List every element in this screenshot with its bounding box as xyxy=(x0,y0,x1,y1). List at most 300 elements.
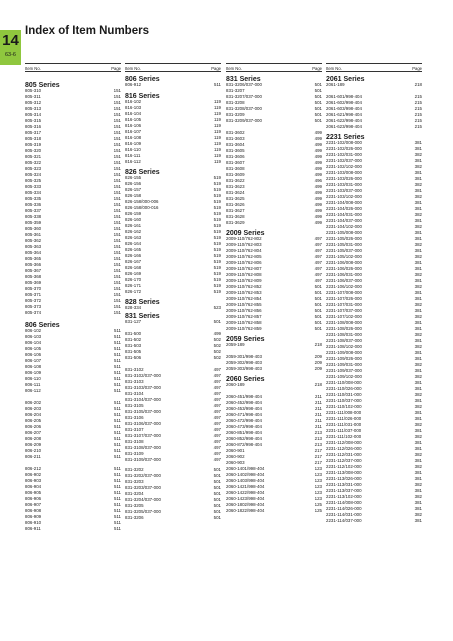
item-number: 831-3609 xyxy=(226,172,245,177)
item-number: 805-367 xyxy=(25,268,42,273)
page-number: 519 xyxy=(213,175,221,180)
item-number: 805-338 xyxy=(25,214,42,219)
chapter-page-ref: 63-6 xyxy=(4,52,16,58)
page-number: 381 xyxy=(414,320,422,325)
item-number: 826-168 xyxy=(125,265,142,270)
page-number: 151 xyxy=(113,88,121,93)
item-number: 826-166 xyxy=(125,253,142,258)
page-number: 497 xyxy=(213,379,221,384)
page-number: 497 xyxy=(213,421,221,426)
page-number: 151 xyxy=(113,190,121,195)
item-number: 805-333 xyxy=(25,184,42,189)
item-number: 805-360 xyxy=(25,226,42,231)
item-number: 2231-108/102-000 xyxy=(326,344,362,349)
page-number: 502 xyxy=(213,349,221,354)
page-number: 381 xyxy=(414,446,422,451)
item-number: 831-500 xyxy=(125,331,142,336)
page-number: 497 xyxy=(314,278,322,283)
page-number: 499 xyxy=(314,196,322,201)
item-number: 2231-102/031-000 xyxy=(326,152,362,157)
page-number: 499 xyxy=(314,148,322,153)
page-number: 119 xyxy=(214,105,221,110)
page-number: 151 xyxy=(113,178,121,183)
page-number: 151 xyxy=(113,118,121,123)
page-number: 519 xyxy=(213,199,221,204)
item-number: 805-372 xyxy=(25,298,42,303)
page-number: 381 xyxy=(414,296,422,301)
page-number: 497 xyxy=(314,272,322,277)
page-number: 209 xyxy=(314,354,322,359)
item-number: 806-211 xyxy=(25,454,41,459)
page-number: 381 xyxy=(414,470,422,475)
page-number: 213 xyxy=(314,430,322,435)
index-column-4 xyxy=(326,72,422,524)
item-number: 826-158/000-016 xyxy=(125,205,159,210)
page-number: 501 xyxy=(314,112,322,117)
page-number: 519 xyxy=(213,181,221,186)
page-number: 511 xyxy=(114,472,121,477)
item-number: 2231-111/008-000 xyxy=(326,410,362,415)
series-heading: 828 Series xyxy=(125,299,160,306)
page-number: 119 xyxy=(214,135,221,140)
page-number: 151 xyxy=(113,298,121,303)
item-number: 805-369 xyxy=(25,280,42,285)
item-number: 2231-107/031-000 xyxy=(326,302,362,307)
page-number: 151 xyxy=(113,250,121,255)
page-number: 502 xyxy=(213,337,221,342)
page-number: 151 xyxy=(113,184,121,189)
page-number: 497 xyxy=(213,451,221,456)
page-number: 511 xyxy=(114,520,121,525)
item-number: 2231-113/031-000 xyxy=(326,482,362,487)
page-number: 125 xyxy=(314,502,322,507)
item-number: 2231-114/008-000 xyxy=(326,500,362,505)
item-number: 2231-112/102-000 xyxy=(326,464,362,469)
index-column-2 xyxy=(125,72,221,521)
page-number: 382 xyxy=(414,404,422,409)
page-number: 497 xyxy=(314,254,322,259)
item-number: 806-910 xyxy=(25,520,42,525)
item-number: 2231-109/008-000 xyxy=(326,350,362,355)
page-number: 519 xyxy=(213,289,221,294)
page-number: 151 xyxy=(113,196,121,201)
page-number: 151 xyxy=(113,256,121,261)
item-number: 2009-110/762-806 xyxy=(226,260,262,265)
item-number: 826-155 xyxy=(125,175,142,180)
item-number: 2060-852/998-404 xyxy=(226,436,262,441)
item-number: 2059-189 xyxy=(226,342,245,347)
page-header: Page xyxy=(211,65,221,71)
page-number: 151 xyxy=(113,106,121,111)
page-number: 209 xyxy=(314,366,322,371)
item-number: 2060-1802/998-404 xyxy=(226,502,265,507)
page-number: 497 xyxy=(213,373,221,378)
page-number: 123 xyxy=(314,490,322,495)
page-number: 382 xyxy=(414,284,422,289)
page-number: 382 xyxy=(414,374,422,379)
page-number: 382 xyxy=(414,392,422,397)
page-number: 381 xyxy=(414,146,422,151)
page-number: 497 xyxy=(314,260,322,265)
page-number: 519 xyxy=(213,253,221,258)
item-number: 2231-107/102-000 xyxy=(326,314,362,319)
item-number: 2231-109/031-000 xyxy=(326,362,362,367)
item-number: 2231-113/037-000 xyxy=(326,488,362,493)
page-number: 382 xyxy=(414,434,422,439)
item-number: 826-161 xyxy=(125,223,142,228)
page-number: 381 xyxy=(414,230,422,235)
item-number: 831-3202/037-000 xyxy=(125,473,161,478)
item-number: 816-106 xyxy=(125,123,142,128)
item-no-header: Item No. xyxy=(25,65,41,71)
item-number: 826-157 xyxy=(125,187,142,192)
page-number: 501 xyxy=(314,290,322,295)
item-number: 816-102 xyxy=(125,99,142,104)
item-number: 2231-107/026-000 xyxy=(326,296,362,301)
item-number: 2060-851/998-404 xyxy=(226,430,262,435)
item-number: 816-110 xyxy=(125,147,141,152)
page-number: 151 xyxy=(113,268,121,273)
chapter-tab xyxy=(0,30,21,65)
item-number: 826-165 xyxy=(125,247,142,252)
item-number: 806-109 xyxy=(25,370,42,375)
page-number: 382 xyxy=(414,332,422,337)
item-no-header: Item No. xyxy=(326,65,342,71)
page-number: 151 xyxy=(113,232,121,237)
page-number: 497 xyxy=(213,427,221,432)
item-number: 2060-872/998-404 xyxy=(226,442,262,447)
page-number: 119 xyxy=(214,147,221,152)
page-number: 381 xyxy=(414,488,422,493)
page-number: 382 xyxy=(414,224,422,229)
item-number: 806-110 xyxy=(25,376,41,381)
page-number: 381 xyxy=(414,158,422,163)
page-number: 382 xyxy=(414,422,422,427)
item-number: 806-912 xyxy=(125,82,142,87)
item-number: 831-3627 xyxy=(226,208,245,213)
page-number: 381 xyxy=(414,338,422,343)
page-number: 499 xyxy=(314,130,322,135)
page-number: 381 xyxy=(414,326,422,331)
page-number: 519 xyxy=(213,193,221,198)
page-number: 511 xyxy=(114,346,121,351)
page-number: 381 xyxy=(414,458,422,463)
series-heading: 816 Series xyxy=(125,93,160,100)
item-number: 805-365 xyxy=(25,256,42,261)
item-number: 805-325 xyxy=(25,178,42,183)
page-number: 119 xyxy=(214,117,221,122)
page-number: 519 xyxy=(213,277,221,282)
page-number: 151 xyxy=(113,274,121,279)
page-number: 215 xyxy=(414,124,422,129)
page-number: 511 xyxy=(114,364,121,369)
series-heading: 2231 Series xyxy=(326,134,365,141)
page-number: 501 xyxy=(314,82,322,87)
page-number: 501 xyxy=(213,485,221,490)
item-number: 831-3624 xyxy=(226,190,245,195)
item-number: 806-203 xyxy=(25,406,42,411)
item-number: 831-3623 xyxy=(226,184,245,189)
page-number: 511 xyxy=(114,448,121,453)
item-number: 831-3104/037-000 xyxy=(125,397,161,402)
item-number: 805-337 xyxy=(25,208,42,213)
page-number: 211 xyxy=(315,406,322,411)
item-number: 806-108 xyxy=(25,364,42,369)
page-number: 381 xyxy=(414,236,422,241)
page-number: 519 xyxy=(213,211,221,216)
page-number: 151 xyxy=(113,154,121,159)
item-number: 2231-109/026-000 xyxy=(326,356,362,361)
item-number: 826-164 xyxy=(125,241,142,246)
page-number: 497 xyxy=(314,242,322,247)
page-number: 381 xyxy=(414,410,422,415)
page-number: 119 xyxy=(214,141,221,146)
page-number: 381 xyxy=(414,176,422,181)
page-number: 511 xyxy=(114,466,121,471)
item-number: 806-207 xyxy=(25,430,42,435)
page-number: 151 xyxy=(113,94,121,99)
item-number: 816-111 xyxy=(125,153,141,158)
item-number: 2231-105/031-000 xyxy=(326,242,362,247)
page-number: 381 xyxy=(414,440,422,445)
page-number: 501 xyxy=(213,319,221,324)
item-number: 828-334 xyxy=(125,305,142,310)
item-number: 2231-114/037-000 xyxy=(326,518,362,523)
item-number: 831-3205/037-000 xyxy=(125,509,161,514)
page-number: 119 xyxy=(214,111,221,116)
page-number: 382 xyxy=(414,152,422,157)
item-number: 826-172 xyxy=(125,289,142,294)
item-number: 826-158 xyxy=(125,193,142,198)
page-number: 381 xyxy=(414,290,422,295)
page-number: 511 xyxy=(114,358,121,363)
page-number: 511 xyxy=(114,340,121,345)
page-number: 381 xyxy=(414,278,422,283)
item-number: 831-3608 xyxy=(226,166,245,171)
item-number: 2231-102/026-000 xyxy=(326,146,362,151)
page-number: 381 xyxy=(414,170,422,175)
item-number: 806-911 xyxy=(25,526,41,531)
item-number: 2060-452/998-404 xyxy=(226,400,262,405)
page-number: 499 xyxy=(314,202,322,207)
item-number: 816-109 xyxy=(125,141,142,146)
page-number: 519 xyxy=(213,259,221,264)
series-heading: 831 Series xyxy=(226,76,261,83)
item-number: 2231-105/037-000 xyxy=(326,248,362,253)
page-number: 519 xyxy=(213,241,221,246)
page-number: 119 xyxy=(214,129,221,134)
page-number: 151 xyxy=(113,238,121,243)
item-number: 805-321 xyxy=(25,154,42,159)
item-number: 2060-471/998-404 xyxy=(226,412,262,417)
item-number: 831-502 xyxy=(125,337,142,342)
item-number: 2060-451/998-404 xyxy=(226,394,262,399)
item-number: 2231-108/026-000 xyxy=(326,326,362,331)
item-number: 831-3208/037-000 xyxy=(226,106,262,111)
page-header: Page xyxy=(412,65,422,71)
item-number: 805-362 xyxy=(25,238,42,243)
item-number: 831-3109 xyxy=(125,451,144,456)
page-number: 511 xyxy=(114,370,121,375)
page-number: 519 xyxy=(213,229,221,234)
page-number: 511 xyxy=(114,478,121,483)
page-number: 381 xyxy=(414,386,422,391)
item-number: 831-3104 xyxy=(125,391,144,396)
item-number: 2231-109/037-000 xyxy=(326,368,362,373)
page-number: 381 xyxy=(414,518,422,523)
page-number: 211 xyxy=(315,412,322,417)
item-number: 826-171 xyxy=(125,283,142,288)
item-number: 2231-110/102-000 xyxy=(326,404,362,409)
item-number: 2231-103/026-000 xyxy=(326,176,362,181)
item-number: 805-320 xyxy=(25,148,42,153)
page-number: 213 xyxy=(314,442,322,447)
item-number: 2231-111/037-000 xyxy=(326,428,362,433)
series-heading: 2061 Series xyxy=(326,76,365,83)
page-number: 501 xyxy=(213,515,221,520)
page-number: 502 xyxy=(213,343,221,348)
item-number: 831-3106 xyxy=(125,415,144,420)
page-number: 382 xyxy=(414,194,422,199)
item-number: 2231-104/008-000 xyxy=(326,200,362,205)
item-number: 826-167 xyxy=(125,259,142,264)
item-number: 831-3105 xyxy=(125,403,144,408)
page-number: 209 xyxy=(314,360,322,365)
item-number: 2061-623/998-404 xyxy=(326,124,362,129)
item-number: 831-3629 xyxy=(226,220,245,225)
page-number: 381 xyxy=(414,356,422,361)
item-number: 816-112 xyxy=(125,159,141,164)
page-number: 501 xyxy=(213,473,221,478)
page-number: 499 xyxy=(314,142,322,147)
item-number: 2231-113/008-000 xyxy=(326,470,362,475)
item-number: 831-3103 xyxy=(125,379,144,384)
item-number: 2061-621/998-404 xyxy=(326,112,362,117)
page-number: 501 xyxy=(213,497,221,502)
series-heading: 805 Series xyxy=(25,82,60,89)
series-heading: 2060 Series xyxy=(226,376,265,383)
page-number: 151 xyxy=(113,148,121,153)
item-number: 831-3605 xyxy=(226,148,245,153)
item-number: 831-3205 xyxy=(125,503,144,508)
item-number: 831-3202 xyxy=(125,467,144,472)
page-number: 511 xyxy=(114,514,121,519)
page-number: 501 xyxy=(213,509,221,514)
item-number: 806-210 xyxy=(25,448,42,453)
page-number: 123 xyxy=(314,472,322,477)
item-number: 806-106 xyxy=(25,352,42,357)
item-number: 831-3209 xyxy=(226,112,245,117)
page-number: 511 xyxy=(114,412,121,417)
item-number: 2009-110/762-858 xyxy=(226,320,262,325)
page-number: 511 xyxy=(114,376,121,381)
item-number: 2060-901 xyxy=(226,448,245,453)
item-number: 826-162 xyxy=(125,229,142,234)
item-number: 2231-107/037-000 xyxy=(326,308,362,313)
item-number: 2231-102/037-000 xyxy=(326,158,362,163)
item-number: 2009-110/762-804 xyxy=(226,248,262,253)
page-number: 125 xyxy=(314,508,322,513)
page-number: 215 xyxy=(414,112,422,117)
page-number: 123 xyxy=(314,466,322,471)
item-number: 806-204 xyxy=(25,412,42,417)
item-number: 805-334 xyxy=(25,190,42,195)
item-no-header: Item No. xyxy=(125,65,141,71)
page-number: 215 xyxy=(414,118,422,123)
item-number: 826-169 xyxy=(125,271,142,276)
item-number: 805-313 xyxy=(25,106,42,111)
page-number: 497 xyxy=(213,385,221,390)
page-number: 501 xyxy=(314,118,322,123)
column-header-1 xyxy=(25,63,121,72)
page-number: 511 xyxy=(114,490,121,495)
item-number: 831-3203/037-000 xyxy=(125,485,161,490)
item-number: 831-3107 xyxy=(125,427,144,432)
item-number: 2231-111/026-000 xyxy=(326,416,362,421)
page-number: 217 xyxy=(314,460,322,465)
item-number: 805-361 xyxy=(25,232,42,237)
series-heading: 826 Series xyxy=(125,169,160,176)
item-number: 2231-112/026-000 xyxy=(326,446,362,451)
item-number: 2231-104/102-000 xyxy=(326,224,362,229)
item-number: 806-212 xyxy=(25,466,42,471)
page-number: 151 xyxy=(113,202,121,207)
page-number: 499 xyxy=(213,331,221,336)
item-number: 2009-110/762-854 xyxy=(226,296,262,301)
page-number: 123 xyxy=(314,478,322,483)
item-number: 805-324 xyxy=(25,172,42,177)
item-number: 831-3109/037-000 xyxy=(125,457,161,462)
page-number: 519 xyxy=(213,271,221,276)
page-number: 501 xyxy=(213,467,221,472)
page-number: 151 xyxy=(113,244,121,249)
item-number: 2231-104/037-000 xyxy=(326,218,362,223)
page-number: 218 xyxy=(314,382,322,387)
item-number: 2060-453/998-404 xyxy=(226,406,262,411)
item-number: 2060-472/998-404 xyxy=(226,418,262,423)
item-number: 831-3106/037-000 xyxy=(125,421,161,426)
page-number: 381 xyxy=(414,398,422,403)
item-number: 805-311 xyxy=(25,94,41,99)
page-number: 511 xyxy=(114,424,121,429)
item-number: 2231-113/102-000 xyxy=(326,494,362,499)
item-number: 806-904 xyxy=(25,484,42,489)
page-number: 501 xyxy=(314,94,322,99)
page-number: 511 xyxy=(114,526,121,531)
series-heading: 2059 Series xyxy=(226,336,265,343)
page-number: 381 xyxy=(414,140,422,145)
page-number: 497 xyxy=(314,236,322,241)
page-number: 382 xyxy=(414,164,422,169)
item-number: 2061-602/998-404 xyxy=(326,100,362,105)
item-number: 2059-302/998-403 xyxy=(226,360,262,365)
index-column-3 xyxy=(226,72,322,514)
index-row xyxy=(226,508,322,514)
page-number: 151 xyxy=(113,226,121,231)
page-number: 511 xyxy=(114,508,121,513)
page-number: 381 xyxy=(414,248,422,253)
item-number: 2009-110/762-852 xyxy=(226,284,262,289)
item-number: 806-903 xyxy=(25,478,42,483)
item-number: 805-323 xyxy=(25,166,42,171)
item-number: 816-104 xyxy=(125,111,142,116)
page-number: 523 xyxy=(213,305,221,310)
item-number: 806-906 xyxy=(25,496,42,501)
page-number: 511 xyxy=(114,442,121,447)
series-heading: 806 Series xyxy=(125,76,160,83)
page-number: 497 xyxy=(213,391,221,396)
item-number: 2009-110/762-859 xyxy=(226,326,262,331)
